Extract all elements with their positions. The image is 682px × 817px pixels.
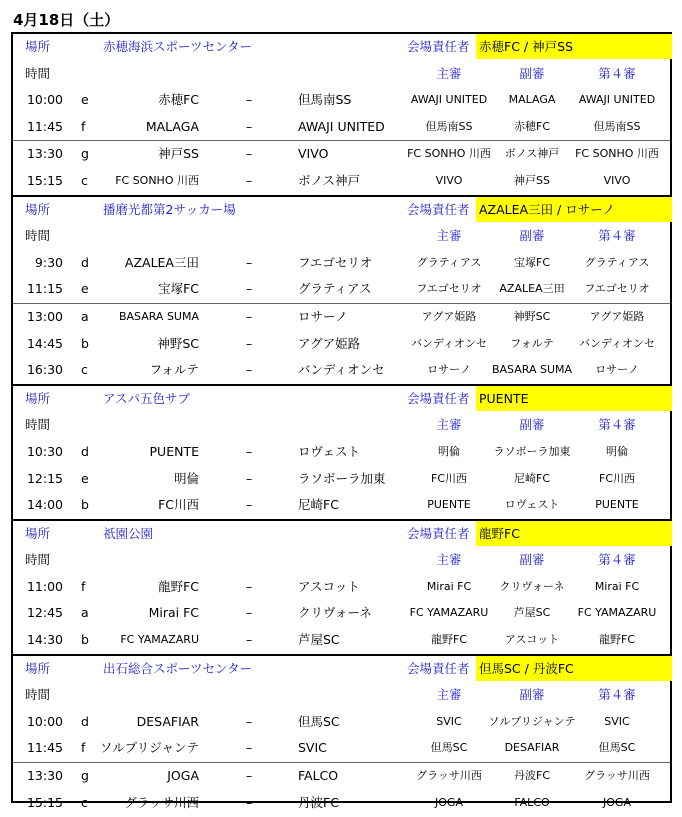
referee2: 宝塚FC: [513, 255, 551, 269]
home-team: グラッサ川西: [124, 794, 199, 810]
match-row: [13, 492, 670, 519]
vs-dash: –: [246, 605, 253, 621]
match-row: [13, 114, 670, 141]
home-team: JOGA: [167, 768, 199, 784]
referee4-header: 第４審: [598, 417, 636, 433]
match-group-letter: f: [81, 118, 86, 134]
referee2: 神戸SS: [514, 173, 550, 187]
home-team: 宝塚FC: [158, 281, 199, 297]
column-header-row: [13, 61, 670, 88]
match-time: 10:00: [26, 92, 63, 108]
match-group-letter: a: [81, 308, 89, 324]
vs-dash: –: [246, 443, 253, 459]
manager-highlight: [476, 34, 672, 59]
home-team: 神戸SS: [158, 146, 199, 162]
time-label: 時間: [25, 417, 51, 433]
referee1: グラティアス: [416, 255, 482, 269]
column-header-row: [13, 412, 670, 439]
match-group-letter: e: [81, 281, 89, 297]
match-time: 9:30: [34, 254, 63, 270]
venue-label: 場所: [25, 39, 51, 54]
referee2: FALCO: [514, 795, 550, 809]
referee4: 明倫: [606, 444, 628, 458]
home-team: MALAGA: [145, 118, 199, 134]
referee2: ボノス神戸: [504, 147, 560, 161]
referee1: アグア姫路: [421, 309, 477, 323]
venue-header-row: [13, 656, 670, 683]
referee1: AWAJI UNITED: [410, 93, 488, 107]
match-row: [13, 574, 670, 601]
away-team: バンディオンセ: [298, 362, 385, 378]
home-team: ソルプリジャンテ: [99, 740, 199, 756]
match-group-letter: c: [81, 172, 88, 188]
time-label: 時間: [25, 65, 51, 81]
away-team: VIVO: [298, 146, 329, 162]
match-group-letter: b: [81, 335, 89, 351]
manager-label: 会場責任者: [407, 201, 470, 217]
referee1: VIVO: [435, 173, 463, 187]
referee1: JOGA: [435, 795, 463, 809]
venue-header-row: [13, 386, 670, 413]
referee2: ラソボーラ加東: [493, 444, 571, 458]
manager-label: 会場責任者: [407, 390, 470, 406]
referee1: PUENTE: [427, 498, 471, 512]
referee4: PUENTE: [595, 498, 639, 512]
away-team: AWAJI UNITED: [298, 118, 385, 134]
referee1: FC SONHO 川西: [407, 147, 491, 161]
venue-header-row: [13, 34, 670, 61]
referee4: VIVO: [603, 173, 631, 187]
referee2: クリヴォーネ: [499, 579, 565, 593]
venue-name: 赤穂海浜スポーツセンター: [103, 39, 253, 54]
vs-dash: –: [246, 497, 253, 513]
referee1: 但馬SC: [430, 741, 468, 755]
manager-name: 龍野FC: [479, 525, 520, 541]
match-group-letter: e: [81, 92, 89, 108]
match-time: 13:30: [26, 146, 63, 162]
referee2: 神野SC: [513, 309, 551, 323]
manager-highlight: [476, 656, 672, 681]
match-time: 13:00: [26, 308, 63, 324]
referee4: グラティアス: [584, 255, 650, 269]
vs-dash: –: [246, 335, 253, 351]
away-team: クリヴォーネ: [298, 605, 372, 621]
match-time: 11:15: [26, 281, 63, 297]
referee4: ロサーノ: [595, 363, 639, 377]
referee2-header: 副審: [519, 552, 545, 568]
match-group-letter: g: [81, 146, 89, 162]
away-team: グラティアス: [298, 281, 372, 297]
home-team: DESAFIAR: [136, 713, 199, 729]
home-team: AZALEA三田: [124, 254, 199, 270]
match-time: 14:45: [26, 335, 63, 351]
home-team: FC川西: [158, 497, 199, 513]
referee4: グラッサ川西: [584, 769, 650, 783]
match-row: [13, 600, 670, 627]
venue-label: 場所: [25, 201, 51, 217]
vs-dash: –: [246, 632, 253, 648]
match-time: 14:30: [26, 632, 63, 648]
manager-name: 但馬SC / 丹波FC: [479, 660, 574, 676]
referee1: フエゴセリオ: [416, 282, 482, 296]
away-team: 芦屋SC: [298, 632, 340, 648]
home-team: FC SONHO 川西: [115, 173, 199, 187]
manager-name: PUENTE: [479, 390, 529, 406]
match-time: 12:15: [26, 470, 63, 486]
venue-label: 場所: [25, 525, 51, 541]
away-team: SVIC: [298, 740, 327, 756]
vs-dash: –: [246, 92, 253, 108]
referee2: フォルテ: [510, 336, 554, 350]
match-group-letter: g: [81, 768, 89, 784]
match-row: [13, 87, 670, 114]
match-row: [13, 627, 670, 654]
referee1: 但馬南SS: [425, 119, 473, 133]
referee4: FC SONHO 川西: [575, 147, 659, 161]
match-row: [13, 439, 670, 466]
home-team: 龍野FC: [158, 578, 199, 594]
referee4: 但馬南SS: [593, 119, 641, 133]
column-header-row: [13, 223, 670, 250]
away-team: 尼崎FC: [298, 497, 339, 513]
vs-dash: –: [246, 578, 253, 594]
venue-name: 出石総合スポーツセンター: [103, 660, 253, 676]
match-group-letter: c: [81, 794, 88, 810]
referee2: アスコット: [504, 633, 560, 647]
vs-dash: –: [246, 740, 253, 756]
match-time: 12:45: [26, 605, 63, 621]
referee4: 龍野FC: [598, 633, 636, 647]
manager-label: 会場責任者: [407, 525, 470, 541]
away-team: アグア姫路: [298, 335, 361, 351]
manager-name: AZALEA三田 / ロサーノ: [479, 201, 615, 217]
manager-label: 会場責任者: [407, 660, 470, 676]
referee2-header: 副審: [519, 228, 545, 244]
match-group-letter: e: [81, 470, 89, 486]
referee2: DESAFIAR: [504, 741, 560, 755]
match-group-letter: a: [81, 605, 89, 621]
match-time: 15:15: [26, 794, 63, 810]
column-header-row: [13, 682, 670, 709]
referee2-header: 副審: [519, 417, 545, 433]
match-time: 10:30: [26, 443, 63, 459]
referee2: 芦屋SC: [513, 606, 551, 620]
venue-label: 場所: [25, 660, 51, 676]
referee2-header: 副審: [519, 687, 545, 703]
referee1: FC川西: [430, 471, 468, 485]
venue-block: [13, 519, 670, 654]
referee4: アグア姫路: [589, 309, 645, 323]
referee4-header: 第４審: [598, 552, 636, 568]
venue-block: [13, 195, 670, 384]
referee1: FC YAMAZARU: [409, 606, 489, 620]
referee1: バンディオンセ: [410, 336, 488, 350]
referee2: AZALEA三田: [499, 282, 565, 296]
manager-name: 赤穂FC / 神戸SS: [479, 39, 573, 54]
match-row: [13, 331, 670, 358]
match-time: 11:00: [26, 578, 63, 594]
match-group-letter: c: [81, 362, 88, 378]
referee1: 明倫: [438, 444, 460, 458]
referee4: JOGA: [603, 795, 631, 809]
match-group-letter: d: [81, 254, 89, 270]
match-time: 16:30: [26, 362, 63, 378]
schedule-table: [11, 32, 672, 810]
referee4: FC川西: [598, 471, 636, 485]
venue-block: [13, 654, 670, 817]
away-team: フエゴセリオ: [298, 254, 373, 270]
venue-header-row: [13, 521, 670, 548]
venue-label: 場所: [25, 390, 51, 406]
away-team: 但馬南SS: [298, 92, 352, 108]
away-team: 丹波FC: [298, 794, 339, 810]
match-time: 11:45: [26, 118, 63, 134]
referee4: FC YAMAZARU: [577, 606, 657, 620]
referee4: SVIC: [604, 714, 630, 728]
referee4: バンディオンセ: [578, 336, 656, 350]
referee4: AWAJI UNITED: [578, 93, 656, 107]
match-row: [13, 709, 670, 736]
referee4: フエゴセリオ: [584, 282, 650, 296]
match-group-letter: d: [81, 443, 89, 459]
match-row: [13, 790, 670, 817]
vs-dash: –: [246, 146, 253, 162]
referee2-header: 副審: [519, 65, 545, 81]
away-team: ロヴェスト: [298, 443, 361, 459]
away-team: FALCO: [298, 768, 339, 784]
match-row: [13, 250, 670, 277]
home-team: フォルテ: [149, 362, 199, 378]
match-row: [13, 168, 670, 195]
referee4-header: 第４審: [598, 687, 636, 703]
match-row: [13, 140, 670, 168]
referee1: Mirai FC: [426, 579, 472, 593]
away-team: ロサーノ: [298, 308, 348, 324]
manager-highlight: [476, 521, 672, 546]
home-team: PUENTE: [149, 443, 199, 459]
manager-highlight: [476, 197, 672, 222]
referee4: 但馬SC: [598, 741, 636, 755]
referee1: ロサーノ: [427, 363, 471, 377]
vs-dash: –: [246, 713, 253, 729]
time-label: 時間: [25, 228, 51, 244]
home-team: 明倫: [173, 470, 199, 486]
vs-dash: –: [246, 281, 253, 297]
referee2: 丹波FC: [513, 769, 551, 783]
away-team: アスコット: [298, 578, 360, 594]
match-time: 13:30: [26, 768, 63, 784]
venue-header-row: [13, 197, 670, 224]
match-group-letter: b: [81, 632, 89, 648]
referee1-header: 主審: [436, 687, 462, 703]
time-label: 時間: [25, 687, 51, 703]
vs-dash: –: [246, 254, 253, 270]
vs-dash: –: [246, 768, 253, 784]
match-group-letter: f: [81, 740, 86, 756]
venue-block: [13, 34, 670, 195]
referee4-header: 第４審: [598, 228, 636, 244]
match-group-letter: b: [81, 497, 89, 513]
vs-dash: –: [246, 470, 253, 486]
referee1: 龍野FC: [430, 633, 468, 647]
match-time: 11:45: [26, 740, 63, 756]
manager-highlight: [476, 386, 672, 411]
manager-label: 会場責任者: [407, 39, 470, 54]
referee1-header: 主審: [436, 417, 462, 433]
referee4: Mirai FC: [594, 579, 640, 593]
vs-dash: –: [246, 172, 253, 188]
referee2: ソルプリジャンテ: [488, 714, 576, 728]
match-group-letter: d: [81, 713, 89, 729]
match-time: 10:00: [26, 713, 63, 729]
referee1-header: 主審: [436, 228, 462, 244]
away-team: ボノス神戸: [298, 172, 361, 188]
match-time: 14:00: [26, 497, 63, 513]
match-row: [13, 762, 670, 790]
home-team: 神野SC: [157, 335, 199, 351]
referee4-header: 第４審: [598, 65, 636, 81]
referee2: ロヴェスト: [504, 498, 560, 512]
venue-block: [13, 384, 670, 519]
venue-name: 祇園公園: [103, 525, 154, 541]
venue-name: アスパ五色サブ: [103, 390, 191, 406]
page-title: 4月18日（土）: [13, 11, 120, 29]
away-team: ラソボーラ加東: [298, 470, 386, 486]
referee2: BASARA SUMA: [491, 363, 573, 377]
referee2: 赤穂FC: [513, 119, 551, 133]
column-header-row: [13, 547, 670, 574]
referee1-header: 主審: [436, 65, 462, 81]
vs-dash: –: [246, 118, 253, 134]
match-group-letter: f: [81, 578, 86, 594]
home-team: FC YAMAZARU: [120, 633, 199, 647]
venue-name: 播磨光都第2サッカー場: [103, 201, 236, 217]
vs-dash: –: [246, 794, 253, 810]
referee2: MALAGA: [508, 93, 556, 107]
time-label: 時間: [25, 552, 51, 568]
away-team: 但馬SC: [298, 713, 340, 729]
home-team: Mirai FC: [148, 605, 199, 621]
referee1: グラッサ川西: [416, 769, 482, 783]
home-team: 赤穂FC: [158, 92, 199, 108]
referee1: SVIC: [436, 714, 462, 728]
match-time: 15:15: [26, 172, 63, 188]
vs-dash: –: [246, 308, 253, 324]
match-row: [13, 466, 670, 493]
match-row: [13, 303, 670, 331]
match-row: [13, 357, 670, 384]
match-row: [13, 276, 670, 303]
referee1-header: 主審: [436, 552, 462, 568]
referee2: 尼崎FC: [513, 471, 551, 485]
vs-dash: –: [246, 362, 253, 378]
match-row: [13, 735, 670, 762]
home-team: BASARA SUMA: [118, 309, 199, 323]
